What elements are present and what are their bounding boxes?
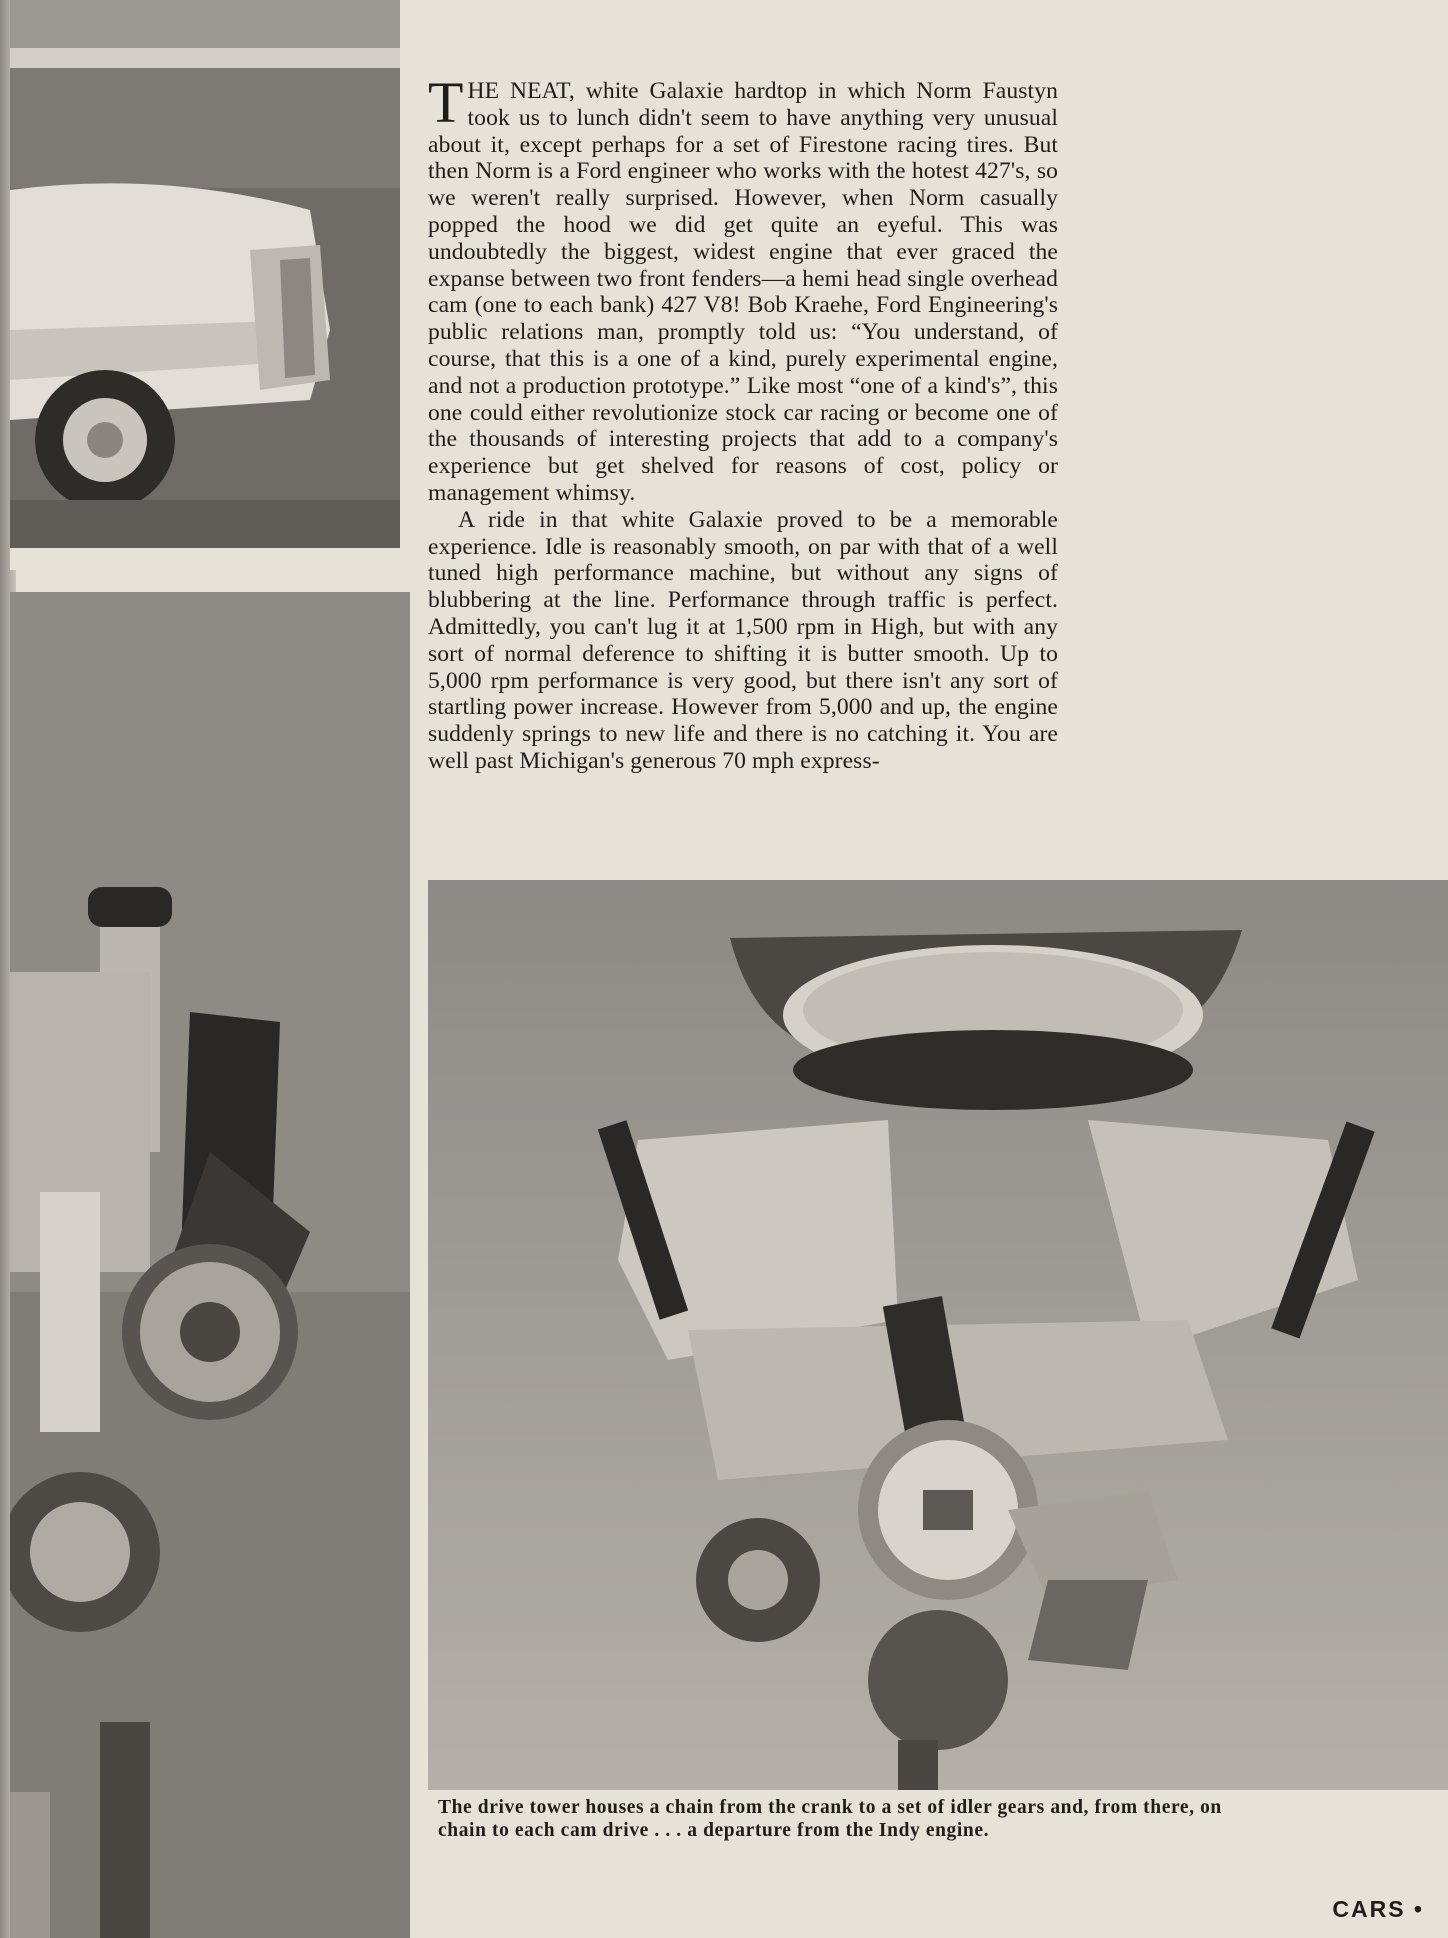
- article-paragraph-1: [428, 70, 1058, 507]
- caption-line-2: chain to each cam drive . . . a departure from the Indy engine.: [438, 1820, 990, 1841]
- caption-line-1: The drive tower houses a chain from the crank to a set of idler gears and, from there, on: [438, 1797, 1222, 1818]
- drop-cap: T: [428, 70, 464, 135]
- engine-side-fan-photo: [10, 592, 410, 1938]
- engine-photo-caption: [438, 1796, 1448, 1856]
- paragraph-1-text: HE NEAT, white Galaxie hardtop in which Norm Faustyn took us to lunch didn't seem to have anything very unusual about it, except perhaps for a set of Firestone racing tires. But then Norm is a Ford engineer who works with the hotest 427's, so we weren't really surprised. However, when Norm casually popped the hood we did get quite an eyeful. This was undoubtedly the biggest, widest engine that ever graced the expanse between two front fenders—a hemi head single overhead cam (one to each bank) 427 V8! Bob Kraehe, Ford Engineering's public relations man, promptly told us: “You understand, of course, that this is a one of a kind, purely experimental engine, and not a production prototype.” Like most “one of a kind's”, this one could either revolutionize stock car racing or become one of the thousands of interesting projects that add to a company's experience but get shelved for reasons of cost, policy or management whimsy.: [428, 78, 1058, 506]
- page-folio: CARS •: [1332, 1896, 1424, 1922]
- sohc-427-engine-photo: [428, 880, 1448, 1790]
- galaxie-car-photo: [10, 0, 400, 570]
- article-paragraph-2: A ride in that white Galaxie proved to be a memorable experience. Idle is reasonably smooth, on par with that of a well tuned high performance machine, but without any signs of blubbering at the line. Performance through traffic is perfect. Admittedly, you can't lug it at 1,500 rpm in High, but with any sort of normal deference to shifting it is butter smooth. Up to 5,000 rpm performance is very good, but there isn't any sort of startling power increase. However from 5,000 and up, the engine suddenly springs to new life and there is no catching it. You are well past Michigan's generous 70 mph express-: [428, 506, 1058, 774]
- article-body: [428, 70, 1058, 775]
